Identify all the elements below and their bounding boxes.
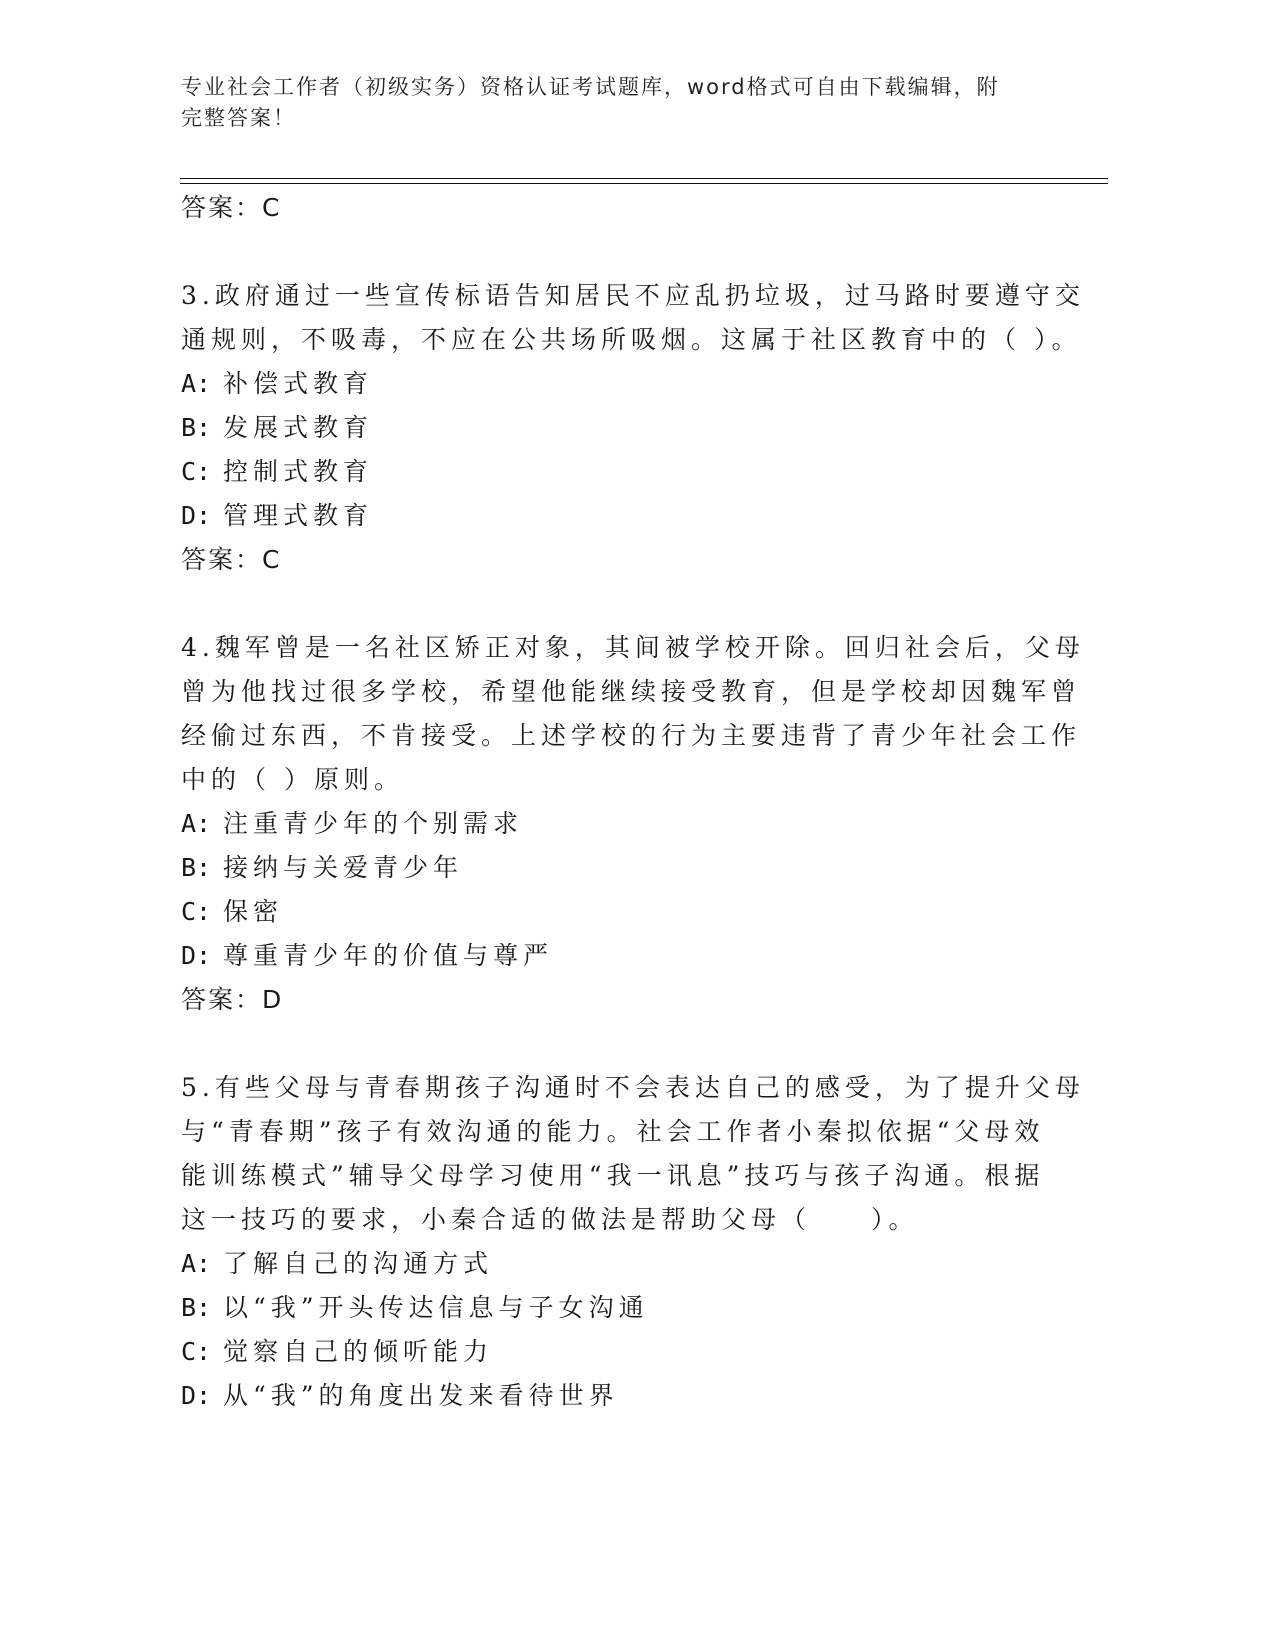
option-key: C: (181, 457, 212, 486)
question-3 (181, 274, 1085, 582)
question-4 (181, 626, 1085, 1022)
option-text: 接纳与关爱青少年 (223, 853, 464, 882)
option-text: 发展式教育 (223, 413, 374, 442)
option-text: 保密 (223, 897, 284, 926)
question-answer: 答案：C (181, 545, 282, 574)
spacer (181, 230, 1061, 274)
header-rule-bottom (180, 183, 1108, 184)
option-c (181, 890, 1061, 934)
option-text: 注重青少年的个别需求 (223, 809, 524, 838)
option-text: 补偿式教育 (223, 369, 374, 398)
option-b (181, 846, 1061, 890)
option-key: A: (181, 1249, 212, 1278)
option-key: B: (181, 413, 212, 442)
question-text-line: 能训练模式”辅导父母学习使用“我一讯息”技巧与孩子沟通。根据 (181, 1161, 1045, 1190)
question-text-line: 中的（ ）原则。 (181, 765, 404, 794)
spacer (181, 582, 1061, 626)
question-answer: 答案：D (181, 985, 284, 1014)
option-key: B: (181, 853, 212, 882)
option-d (181, 494, 1061, 538)
document-body (181, 186, 1085, 1418)
question-text-line: 4.魏军曾是一名社区矫正对象，其间被学校开除。回归社会后，父母 (181, 633, 1085, 662)
option-text: 控制式教育 (223, 457, 374, 486)
option-text: 以“我”开头传达信息与子女沟通 (223, 1293, 649, 1322)
option-d (181, 1374, 1061, 1418)
question-text-line: 这一技巧的要求，小秦合适的做法是帮助父母（ ）。 (181, 1205, 919, 1234)
option-key: B: (181, 1293, 212, 1322)
question-5 (181, 1066, 1085, 1418)
option-key: D: (181, 1381, 212, 1410)
previous-answer: 答案：C (181, 193, 282, 222)
option-text: 管理式教育 (223, 501, 374, 530)
option-text: 了解自己的沟通方式 (223, 1249, 494, 1278)
option-text: 尊重青少年的价值与尊严 (223, 941, 554, 970)
option-a (181, 1242, 1061, 1286)
option-c (181, 1330, 1061, 1374)
option-key: A: (181, 809, 212, 838)
option-a (181, 362, 1061, 406)
spacer (181, 1022, 1061, 1066)
option-a (181, 802, 1061, 846)
option-key: C: (181, 897, 212, 926)
option-b (181, 1286, 1061, 1330)
option-text: 觉察自己的倾听能力 (223, 1337, 494, 1366)
question-text-line: 经偷过东西，不肯接受。上述学校的行为主要违背了青少年社会工作 (181, 721, 1082, 750)
option-d (181, 934, 1061, 978)
option-b (181, 406, 1061, 450)
header-line-1: 专业社会工作者（初级实务）资格认证考试题库，word格式可自由下载编辑，附 (181, 75, 1000, 99)
page-header (181, 72, 1061, 134)
question-text-line: 3.政府通过一些宣传标语告知居民不应乱扔垃圾，过马路时要遵守交 (181, 281, 1085, 310)
question-text-line: 通规则，不吸毒，不应在公共场所吸烟。这属于社区教育中的（ ）。 (181, 325, 1082, 354)
option-text: 从“我”的角度出发来看待世界 (223, 1381, 619, 1410)
question-text-line: 5.有些父母与青春期孩子沟通时不会表达自己的感受，为了提升父母 (181, 1073, 1085, 1102)
header-rule-top (180, 178, 1108, 179)
option-c (181, 450, 1061, 494)
option-key: C: (181, 1337, 212, 1366)
option-key: D: (181, 941, 212, 970)
question-text-line: 与“青春期”孩子有效沟通的能力。社会工作者小秦拟依据“父母效 (181, 1117, 1045, 1146)
option-key: A: (181, 369, 212, 398)
question-text-line: 曾为他找过很多学校，希望他能继续接受教育，但是学校却因魏军曾 (181, 677, 1082, 706)
header-line-2: 完整答案！ (181, 106, 296, 130)
option-key: D: (181, 501, 212, 530)
